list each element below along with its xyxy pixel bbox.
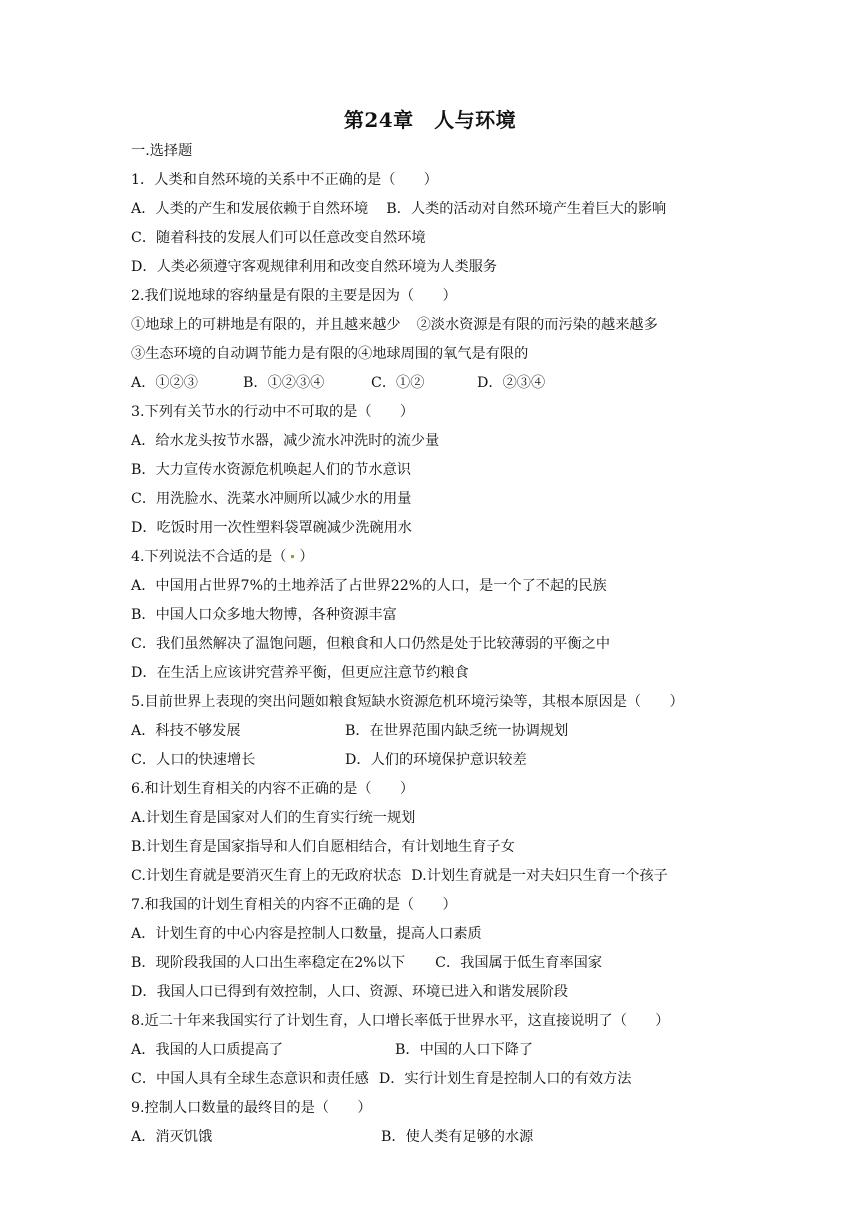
question-9-option-a: A．消灭饥饿 — [131, 1129, 213, 1145]
question-2-option-b: B．①②③④ — [243, 375, 325, 391]
question-4-option-c: C．我们虽然解决了温饱问题，但粮食和人口仍然是处于比较薄弱的平衡之中 — [131, 636, 611, 652]
question-8-options-ab — [131, 1036, 731, 1065]
page-title: 第24章 人与环境 — [343, 108, 517, 132]
question-9-stem: 9.控制人口数量的最终目的是（ ） — [131, 1100, 372, 1116]
question-5-stem: 5.目前世界上表现的突出问题如粮食短缺水资源危机环境污染等，其根本原因是（ ） — [131, 694, 684, 710]
question-5-options-ab — [131, 717, 731, 746]
question-8-option-b: B．中国的人口下降了 — [395, 1042, 534, 1058]
question-3-option-d: D．吃饭时用一次性塑料袋罩碗减少洗碗用水 — [131, 520, 412, 536]
question-4-stem-close: ） — [299, 549, 314, 565]
question-2-options — [131, 369, 731, 398]
question-2-statement-2: ②淡水资源是有限的而污染的越来越多 — [416, 317, 658, 333]
question-1-stem: 1．人类和自然环境的关系中不正确的是（ ） — [131, 172, 438, 188]
question-5-option-a: A．科技不够发展 — [131, 723, 241, 739]
question-1-option-a: A．人类的产生和发展依赖于自然环境 — [131, 201, 369, 217]
question-6-option-d: D.计划生育就是一对夫妇只生育一个孩子 — [411, 868, 668, 884]
question-7-option-c: C．我国属于低生育率国家 — [435, 955, 603, 971]
question-3-option-a: A．给水龙头按节水器，减少流水冲洗时的流少量 — [131, 433, 440, 449]
question-2-stem: 2.我们说地球的容纳量是有限的主要是因为（ ） — [131, 288, 457, 304]
section-heading: 一.选择题 — [131, 143, 193, 159]
question-8-option-a: A．我国的人口质提高了 — [131, 1042, 284, 1058]
question-4-stem — [131, 543, 731, 572]
question-5-option-d: D．人们的环境保护意识较差 — [345, 752, 527, 768]
question-2-statement-1: ①地球上的可耕地是有限的，并且越来越少 — [131, 317, 401, 333]
question-6-stem: 6.和计划生育相关的内容不正确的是（ ） — [131, 781, 415, 797]
question-3-option-c: C．用洗脸水、洗菜水冲厕所以减少水的用量 — [131, 491, 412, 507]
question-1-options-ab — [131, 195, 731, 224]
question-3-option-b: B．大力宣传水资源危机唤起人们的节水意识 — [131, 462, 411, 478]
question-5-option-c: C．人口的快速增长 — [131, 752, 256, 768]
question-8-option-d: D．实行计划生育是控制人口的有效方法 — [378, 1071, 632, 1087]
question-6-options-cd — [131, 862, 731, 891]
question-6-option-b: B.计划生育是国家指导和人们自愿相结合，有计划地生育子女 — [131, 839, 515, 855]
question-1-option-b: B．人类的活动对自然环境产生着巨大的影响 — [386, 201, 667, 217]
question-2-option-c: C．①② — [371, 375, 425, 391]
question-9-options-ab — [131, 1123, 731, 1152]
question-8-options-cd — [131, 1065, 731, 1094]
question-2-option-d: D．②③④ — [477, 375, 546, 391]
question-1-option-c: C．随着科技的发展人们可以任意改变自然环境 — [131, 230, 426, 246]
question-1-option-d: D．人类必须遵守客观规律利用和改变自然环境为人类服务 — [131, 259, 498, 275]
question-9-option-b: B．使人类有足够的水源 — [381, 1129, 534, 1145]
question-7-options-bc — [131, 949, 731, 978]
question-6-option-c: C.计划生育就是要消灭生育上的无政府状态 — [131, 868, 402, 884]
question-6-option-a: A.计划生育是国家对人们的生育实行统一规划 — [131, 810, 416, 826]
question-2-statements-34: ③生态环境的自动调节能力是有限的④地球周围的氧气是有限的 — [131, 346, 529, 362]
question-2-statements-12 — [131, 311, 731, 340]
question-5-option-b: B．在世界范围内缺乏统一协调规划 — [345, 723, 569, 739]
question-8-stem: 8.近二十年来我国实行了计划生育，人口增长率低于世界水平，这直接说明了（ ） — [131, 1013, 670, 1029]
question-5-options-cd — [131, 746, 731, 775]
question-4-option-b: B．中国人口众多地大物博，各种资源丰富 — [131, 607, 397, 623]
marker-dot-icon — [291, 555, 294, 558]
question-4-option-a: A．中国用占世界7%的土地养活了占世界22%的人口，是一个了不起的民族 — [131, 578, 607, 594]
question-7-option-a: A．计划生育的中心内容是控制人口数量，提高人口素质 — [131, 926, 482, 942]
question-8-option-c: C．中国人具有全球生态意识和责任感 — [131, 1071, 369, 1087]
question-7-option-d: D．我国人口已得到有效控制，人口、资源、环境已进入和谐发展阶段 — [131, 984, 569, 1000]
question-2-option-a: A．①②③ — [131, 375, 198, 391]
question-7-stem: 7.和我国的计划生育相关的内容不正确的是（ ） — [131, 897, 457, 913]
question-4-option-d: D．在生活上应该讲究营养平衡，但更应注意节约粮食 — [131, 665, 469, 681]
question-3-stem: 3.下列有关节水的行动中不可取的是（ ） — [131, 404, 415, 420]
question-4-stem-text: 4.下列说法不合适的是（ — [131, 549, 287, 565]
question-7-option-b: B．现阶段我国的人口出生率稳定在2%以下 — [131, 955, 406, 971]
document-body — [131, 137, 731, 1152]
